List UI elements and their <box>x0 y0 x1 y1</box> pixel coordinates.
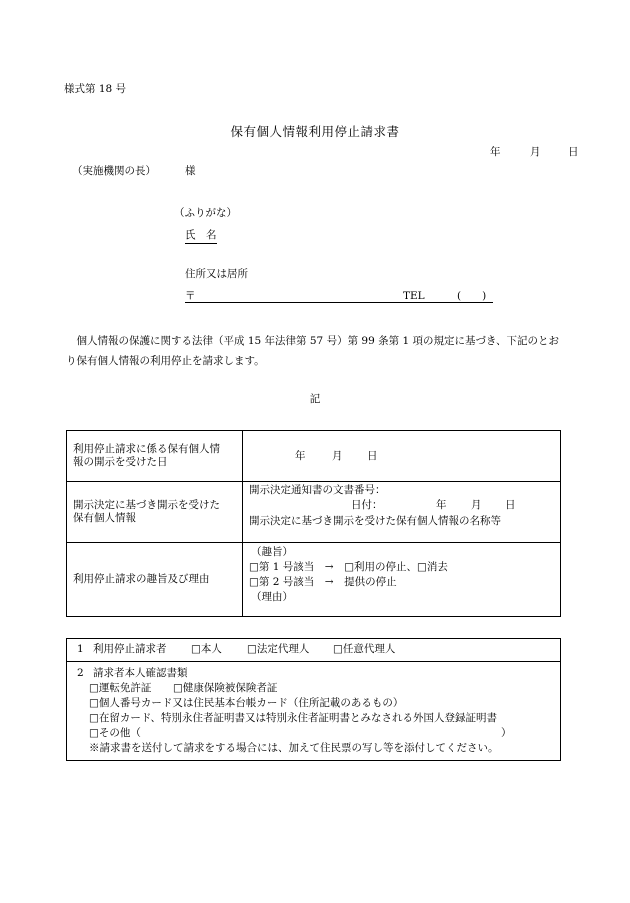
row-label-disclosed-info <box>67 482 243 542</box>
form-number: 様式第 18 号 <box>64 83 127 95</box>
recipient-label: （実施機関の長） <box>72 165 156 177</box>
doc-number-label: 開示決定通知書の文書番号： <box>249 484 386 496</box>
date-day: 日 <box>367 450 378 462</box>
request-date <box>490 146 579 159</box>
address-label: 住所又は居所 <box>185 268 248 280</box>
id-insurance-checkbox[interactable]: □健康保険被保険者証 <box>173 682 278 694</box>
requester-type-self-checkbox[interactable]: □本人 <box>191 643 222 655</box>
address-line <box>185 290 493 303</box>
label-line: 報の開示を受けた日 <box>73 456 168 468</box>
date-year: 年 <box>436 499 447 511</box>
purpose-label: （趣旨） <box>251 546 293 558</box>
tel-paren: ( ) <box>457 290 487 302</box>
label-line: 利用停止請求の趣旨及び理由 <box>73 572 210 585</box>
table-row-purpose-reason <box>67 543 560 616</box>
date-day: 日 <box>505 499 516 511</box>
ki-heading: 記 <box>309 393 321 405</box>
date-year: 年 <box>295 450 306 462</box>
id-other-close-paren: ） <box>501 727 512 739</box>
purpose-item-1[interactable]: □第 1 号該当 → □利用の停止、□消去 <box>249 561 448 573</box>
row-label-disclosure-date <box>67 431 243 481</box>
label-line: 開示決定に基づき開示を受けた <box>73 498 220 511</box>
tel-label: TEL <box>403 290 425 302</box>
table-row-requester-type <box>67 639 560 662</box>
recipient-honorific: 様 <box>185 165 196 177</box>
disclosure-date-cell <box>243 431 560 481</box>
id-other-checkbox[interactable]: □その他（ <box>89 727 141 739</box>
request-details-table <box>66 430 561 617</box>
document-title: 保有個人情報利用停止請求書 <box>230 124 400 139</box>
reason-label: （理由） <box>251 591 293 603</box>
requester-identity-table <box>66 638 561 761</box>
label-line: 保有個人情報 <box>73 512 136 524</box>
date-year: 年 <box>490 146 501 158</box>
label-line: 利用停止請求に係る保有個人情 <box>73 442 220 455</box>
row-label-purpose-reason <box>67 543 243 616</box>
id-residence-card-checkbox[interactable]: □在留カード、特別永住者証明書又は特別永住者証明書とみなされる外国人登録証明書 <box>89 712 497 724</box>
id-documents-note: ※請求書を送付して請求をする場合には、加えて住民票の写し等を添付してください。 <box>89 742 499 754</box>
id-mynumber-checkbox[interactable]: □個人番号カード又は住民基本台帳カード（住所記載のあるもの） <box>89 697 404 709</box>
request-statement: 個人情報の保護に関する法律（平成 15 年法律第 57 号）第 99 条第 1 項の規定に基づき、下記のとおり保有個人情報の利用停止を請求します。 <box>66 335 560 367</box>
furigana-label: （ふりがな） <box>174 207 237 219</box>
table-row-disclosure-date <box>67 431 560 482</box>
date-month: 月 <box>530 146 541 158</box>
postal-mark: 〒 <box>185 290 196 302</box>
table-row-id-documents <box>67 662 560 760</box>
name-label: 氏 名 <box>185 229 217 244</box>
disclosed-info-cell <box>243 482 560 542</box>
date-month: 月 <box>332 450 343 462</box>
requester-type-legal-agent-checkbox[interactable]: □法定代理人 <box>247 643 310 655</box>
item-number: 2 <box>77 667 84 679</box>
id-documents-label: 請求者本人確認書類 <box>93 667 188 679</box>
item-number: 1 <box>77 643 84 655</box>
date-month: 月 <box>471 499 482 511</box>
purpose-item-2[interactable]: □第 2 号該当 → 提供の停止 <box>249 576 397 588</box>
purpose-reason-cell <box>243 543 560 616</box>
info-name-label: 開示決定に基づき開示を受けた保有個人情報の名称等 <box>249 515 501 527</box>
notice-date-label: 日付： <box>351 499 383 511</box>
requester-type-label: 利用停止請求者 <box>93 643 167 655</box>
table-row-disclosed-info <box>67 482 560 543</box>
requester-type-voluntary-agent-checkbox[interactable]: □任意代理人 <box>333 643 396 655</box>
date-day: 日 <box>568 146 579 158</box>
id-license-checkbox[interactable]: □運転免許証 <box>89 682 152 694</box>
